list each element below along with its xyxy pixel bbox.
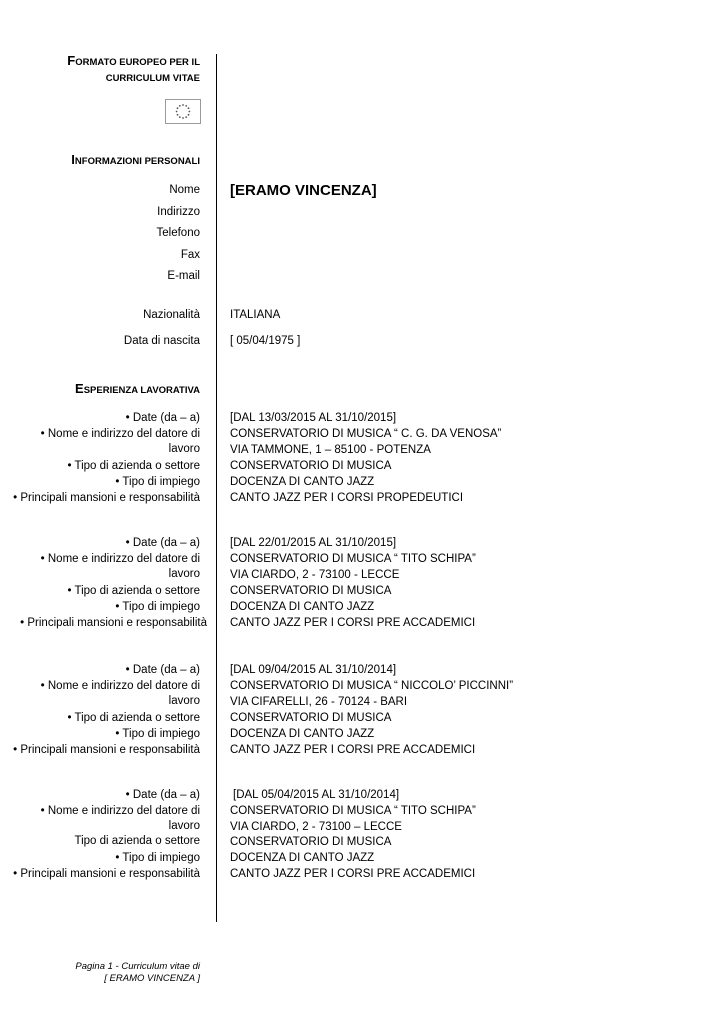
fax-label: Fax (180, 249, 200, 261)
footer-owner-name: [ ERAMO VINCENZA ] (104, 973, 200, 984)
entry-employer-label-cont: lavoro (168, 695, 200, 707)
entry-date: [DAL 09/04/2015 AL 31/10/2014] (230, 664, 397, 676)
eu-flag-icon (165, 99, 201, 124)
entry-employer-address: VIA CIFARELLI, 26 - 70124 - BARI (230, 696, 408, 708)
entry-employer-label-cont: lavoro (168, 443, 200, 455)
section-personal-info: INFORMAZIONI PERSONALI (71, 152, 200, 167)
entry-employer-label: • Nome e indirizzo del datore di (40, 680, 200, 692)
entry-date: [DAL 05/04/2015 AL 31/10/2014] (233, 789, 400, 801)
entry-employer-label-cont: lavoro (168, 568, 200, 580)
entry-employer-label: • Nome e indirizzo del datore di (40, 805, 200, 817)
email-label: E-mail (167, 270, 200, 282)
address-label: Indirizzo (157, 206, 200, 218)
section-work-experience: ESPERIENZA LAVORATIVA (75, 381, 200, 396)
entry-duties-label: • Principali mansioni e responsabilità (20, 617, 207, 629)
entry-date: [DAL 13/03/2015 AL 31/10/2015] (230, 412, 397, 424)
entry-job-label: • Tipo di impiego (115, 728, 200, 740)
name-value: [ERAMO VINCENZA] (230, 182, 377, 199)
document-title-line-1: FORMATO EUROPEO PER IL (67, 53, 200, 68)
entry-sector-label: • Tipo di azienda o settore (67, 712, 200, 724)
entry-duties: CANTO JAZZ PER I CORSI PRE ACCADEMICI (230, 868, 476, 880)
entry-job: DOCENZA DI CANTO JAZZ (230, 728, 375, 740)
entry-sector-label: • Tipo di azienda o settore (67, 585, 200, 597)
entry-sector-label: • Tipo di azienda o settore (67, 460, 200, 472)
document-title-line-2: CURRICULUM VITAE (105, 73, 200, 84)
entry-sector-label: Tipo di azienda o settore (74, 835, 200, 847)
entry-duties: CANTO JAZZ PER I CORSI PRE ACCADEMICI (230, 744, 476, 756)
entry-sector: CONSERVATORIO DI MUSICA (230, 585, 392, 597)
entry-job-label: • Tipo di impiego (115, 852, 200, 864)
entry-duties: CANTO JAZZ PER I CORSI PRE ACCADEMICI (230, 617, 476, 629)
entry-employer-label-cont: lavoro (168, 820, 200, 832)
nationality-label: Nazionalità (143, 309, 200, 321)
entry-sector: CONSERVATORIO DI MUSICA (230, 460, 392, 472)
entry-job-label: • Tipo di impiego (115, 476, 200, 488)
entry-job: DOCENZA DI CANTO JAZZ (230, 476, 375, 488)
entry-job-label: • Tipo di impiego (115, 601, 200, 613)
phone-label: Telefono (156, 227, 200, 239)
entry-job: DOCENZA DI CANTO JAZZ (230, 852, 375, 864)
footer-page-info: Pagina 1 - Curriculum vitae di (75, 961, 200, 972)
entry-employer-label: • Nome e indirizzo del datore di (40, 553, 200, 565)
entry-employer-address: VIA TAMMONE, 1 – 85100 - POTENZA (230, 444, 431, 456)
entry-sector: CONSERVATORIO DI MUSICA (230, 836, 392, 848)
entry-employer-name: CONSERVATORIO DI MUSICA “ TITO SCHIPA” (230, 805, 476, 817)
birth-date-label: Data di nascita (123, 335, 200, 347)
nationality-value: ITALIANA (230, 309, 281, 321)
entry-job: DOCENZA DI CANTO JAZZ (230, 601, 375, 613)
entry-employer-address: VIA CIARDO, 2 - 73100 - LECCE (230, 569, 400, 581)
entry-date-label: • Date (da – a) (125, 412, 200, 424)
entry-sector: CONSERVATORIO DI MUSICA (230, 712, 392, 724)
entry-duties-label: • Principali mansioni e responsabilità (13, 868, 200, 880)
entry-employer-name: CONSERVATORIO DI MUSICA “ TITO SCHIPA” (230, 553, 476, 565)
entry-date: [DAL 22/01/2015 AL 31/10/2015] (230, 537, 397, 549)
entry-employer-name: CONSERVATORIO DI MUSICA “ C. G. DA VENOSA” (230, 428, 502, 440)
birth-date-value: [ 05/04/1975 ] (230, 335, 301, 347)
entry-duties-label: • Principali mansioni e responsabilità (13, 492, 200, 504)
name-label: Nome (169, 184, 200, 196)
entry-duties: CANTO JAZZ PER I CORSI PROPEDEUTICI (230, 492, 464, 504)
entry-duties-label: • Principali mansioni e responsabilità (13, 744, 200, 756)
entry-employer-name: CONSERVATORIO DI MUSICA “ NICCOLO’ PICCINNI” (230, 680, 514, 692)
entry-date-label: • Date (da – a) (125, 664, 200, 676)
entry-employer-address: VIA CIARDO, 2 - 73100 – LECCE (230, 821, 402, 833)
entry-date-label: • Date (da – a) (125, 537, 200, 549)
entry-date-label: • Date (da – a) (125, 789, 200, 801)
entry-employer-label: • Nome e indirizzo del datore di (40, 428, 200, 440)
column-divider (216, 54, 217, 922)
